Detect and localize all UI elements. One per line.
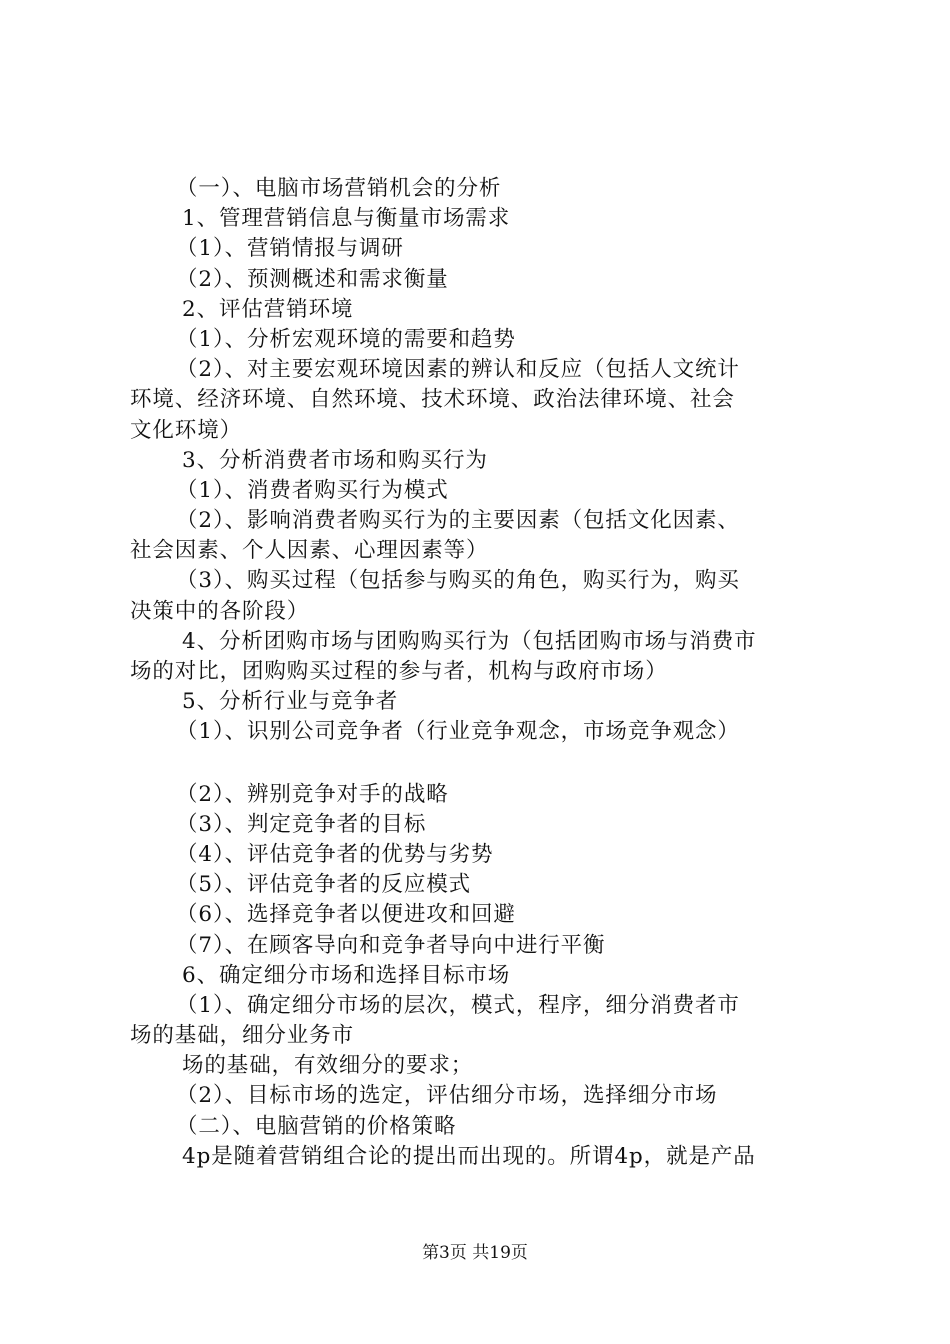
text-line: （2）、预测概述和需求衡量 [176,266,449,292]
text-line: 4、分析团购市场与团购购买行为（包括团购市场与消费市 [182,628,757,654]
text-line: （6）、选择竞争者以便进攻和回避 [176,902,516,928]
text-line: （3）、购买过程（包括参与购买的角色，购买行为，购买 [176,568,740,594]
text-line: （7）、在顾客导向和竞争者导向中进行平衡 [176,932,606,958]
text-line: （1）、分析宏观环境的需要和趋势 [176,326,516,352]
page-footer: 第3页 共19页 [422,1243,528,1263]
text-line: 3、分析消费者市场和购买行为 [182,447,488,473]
text-line: （1）、营销情报与调研 [176,236,404,262]
text-line: 2、评估营销环境 [182,296,354,322]
text-line: 场的对比，团购购买过程的参与者，机构与政府市场） [130,659,668,684]
text-line: （一）、电脑市场营销机会的分析 [176,176,502,201]
text-line: 1、管理营销信息与衡量市场需求 [182,206,511,232]
text-line: （2）、目标市场的选定，评估细分市场，选择细分市场 [176,1083,718,1109]
text-line: （2）、对主要宏观环境因素的辨认和反应（包括人文统计 [176,357,740,383]
text-line: 社会因素、个人因素、心理因素等） [130,538,489,564]
text-line: 5、分析行业与竞争者 [182,689,399,715]
text-line: （2）、影响消费者购买行为的主要因素（包括文化因素、 [176,508,740,534]
text-line: 决策中的各阶段） [130,598,310,624]
text-line: （3）、判定竞争者的目标 [176,811,427,837]
text-line: 场的基础，细分业务市 [130,1023,355,1049]
text-line: 场的基础，有效细分的要求； [182,1053,474,1079]
text-line: 4p是随着营销组合论的提出而出现的。所谓4p，就是产品 [182,1143,756,1169]
text-line: 6、确定细分市场和选择目标市场 [182,962,511,988]
text-line: 环境、经济环境、自然环境、技术环境、政治法律环境、社会 [130,387,735,413]
text-line: （1）、消费者购买行为模式 [176,477,449,503]
blank-line [130,748,830,780]
text-line: （4）、评估竞争者的优势与劣势 [176,841,494,867]
text-line: （1）、确定细分市场的层次，模式，程序，细分消费者市 [176,992,740,1018]
text-line: （5）、评估竞争者的反应模式 [176,872,472,898]
text-line: （二）、电脑营销的价格策略 [176,1113,457,1139]
text-line: （2）、辨别竞争对手的战略 [176,781,449,807]
document-body [130,174,830,1172]
text-line: （1）、识别公司竞争者（行业竞争观念，市场竞争观念） [176,719,740,745]
text-line: 文化环境） [130,417,243,443]
